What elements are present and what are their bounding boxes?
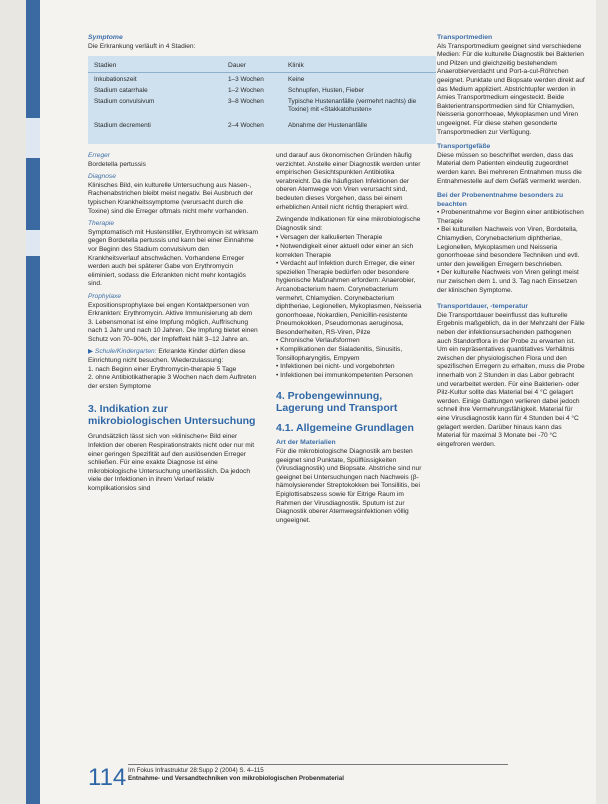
arrow-icon: ▶ (88, 348, 94, 356)
schule-item: 2. ohne Antibiotikatherapie 3 Wochen nach dem Auftreten der ersten Symptome (88, 374, 257, 390)
journal-citation: Im Fokus Infrastruktur 28:Supp 2 (2004) S. 4–115 (128, 767, 264, 774)
table-cell: Stadium catarrhale (94, 87, 148, 94)
table-cell: Abnahme der Hustenanfälle (288, 122, 368, 129)
document-page (26, 0, 596, 804)
transport-text: Als Transportmedium geeignet sind verschiedene Medien: Für die kulturelle Diagnostik bei Bakterien und Pilzen und gleichzeitig bestehendem Anaerobierverdacht und Port-a-cul-Röhrchen geeignet. Punktate und Biopsate werden direkt auf das Medium appliziert. Abstrichtupfer werden in Amies Transportmedium eingesteckt. Beide Bakterientransportmedien sind für Chlamydien, Neisseria gonorrhoeae, Mykoplasmen und Viren ungeeignet. Für diese stehen gesonderte Transportmedien zur Verfügung. (437, 42, 585, 136)
schule-text: Erkrankte Kinder dürfen diese Einrichtung nicht besuchen. Wiederzulassung: (88, 348, 246, 365)
erreger-text: Bordetella pertussis (88, 160, 146, 168)
table-header-klinik: Klinik (288, 62, 304, 69)
symptome-heading: Symptome (88, 34, 123, 41)
table-cell: Typische Hustenanfälle (vermehrt nachts) die Toxine) mit «Stakkatohusten» (288, 98, 417, 113)
table-cell: Stadium decrementi (94, 122, 151, 129)
table-cell: Schnupfen, Husten, Fieber (288, 87, 365, 94)
gefaesse-heading: Transportgefäße (437, 143, 491, 151)
list-item: • Versagen der kalkulierten Therapie (276, 234, 383, 242)
list-item: • Komplikationen der Sialadenitis, Sinusitis, Tonsillopharyngitis, Empyem (276, 346, 403, 362)
list-item: • Probenentnahme vor Beginn einer antibiotischen Therapie (437, 209, 584, 225)
table-cell: Stadium convulsivum (94, 98, 155, 105)
symptome-block (88, 34, 428, 51)
table-header-stadien: Stadien (94, 62, 117, 69)
art-heading: Art der Materialien (276, 439, 336, 447)
list-item: • Infektionen bei immunkompetenten Personen (276, 371, 413, 379)
table-cell: 3–8 Wochen (228, 98, 264, 105)
table-cell: Inkubationszeit (94, 76, 137, 83)
footer-citation (128, 767, 488, 783)
therapie-text: Symptomatisch mit Hustenstiller, Erythromycin ist wirksam gegen Bordetella pertussis und kann bei einer Einnahme vor Beginn des Stadium convulsivum den Krankheitsverlauf abschwächen. Vorhandene Erreger werden auch bei späterer Gabe von Erythromycin eliminiert, sodass die Erkrankten nicht mehr kontagiös sind. (88, 228, 259, 288)
sidebar-stripe (26, 0, 40, 804)
prophylaxe-heading: Prophylaxe (88, 292, 121, 300)
article-title: Entnahme- und Versandtechniken von mikrobiologischen Probenmaterial (128, 775, 344, 782)
sidebar-tab (26, 230, 40, 256)
sidebar-tab (26, 118, 40, 158)
middle-column (276, 152, 426, 529)
gefaesse-text: Diese müssen so beschriftet werden, dass das Material dem Patienten eindeutig zugeordnet werden kann. Bei mehreren Entnahmen muss die Entnahmestelle auf dem Gefäß vermerkt werden. (437, 151, 582, 185)
table-divider (88, 72, 436, 73)
besonders-heading: Bei der Probenentnahme besonders zu beachten (437, 192, 564, 208)
dauer-text: Die Transportdauer beeinflusst das kulturelle Ergebnis maßgeblich, da in der Mehrzahl der Fälle neben der infektionsursachenden pathogenen auch Standortflora in der Probe zu erwarten ist. Um ein repräsentatives quantitatives Verhältnis zwischen der physiologischen Flora und den spezifischen Erregern zu erhalten, muss die Probe innerhalb von 2 Stunden in das Labor gebracht und verarbeitet werden. Für eine Bakterien- oder Pilz-Kultur sollte das Material bei 4 °C gelagert werden. Einige Gattungen verlieren dabei jedoch schnell ihre Vermehrungsfähigkeit. Material für eine Virusdiagnostik kann für 4 Stunden bei 4 °C gelagert werden. Darüber hinaus kann das Material für maximal 3 Monate bei -70 °C eingefroren werden. (437, 311, 585, 448)
table-row (88, 98, 436, 118)
schule-block (88, 348, 258, 365)
schule-heading: Schule/Kindergarten: (94, 348, 157, 356)
prophylaxe-text: Expositionsprophylaxe bei engen Kontaktpersonen von Erkrankten: Erythromycin. Aktive Immunisierung ab dem 3. Lebensmonat ist eine Impfung möglich, Auffrischung nach 1 Jahr und nach 10 Jahren. Die Impfung bietet einen Schutz von 70–90%, der Impfeffekt hält 3–12 Jahre an. (88, 301, 258, 343)
art-text: Für die mikrobiologische Diagnostik am besten geeignet sind Punktate, Spülflüssigkeiten (Virusdiagnostik) und Biopsate. Abstriche sind nur geeignet bei Untersuchungen nach Nachweis (β-hämolysierender Streptokokken bei Tonsillitis, bei Epiglottisabszess sowie für Eitrige Raum im Rahmen der Virusdiagnostik. Sputum ist zur Diagnostik oberer Atemwegsinfektionen völlig ungeeignet. (276, 448, 422, 524)
list-item: • Bei kulturellen Nachweis von Viren, Bordetella, Chlamydien, Corynebacterium diphtheriae, Legionellen, Mykoplasmen und Neisseria gonorrhoeae sind besondere Techniken und evtl. unter den jeweiligen Erregern beschrieben. (437, 226, 580, 268)
table-header-dauer: Dauer (228, 62, 246, 69)
table-cell: 1–2 Wochen (228, 87, 264, 94)
mid-paragraph: Zwingende Indikationen für eine mikrobiologische Diagnostik sind: (276, 216, 421, 232)
stadien-table (88, 56, 436, 144)
table-cell: Keine (288, 76, 305, 83)
indication-list (276, 234, 426, 380)
diagnose-text: Klinisches Bild, ein kulturelle Untersuchung aus Nasen-, Rachenabstrichen bleibt meist negativ. Bei Ausbruch der typischen Krankheitssymptome (verursacht durch die Toxine) sind die Erreger oftmals nicht mehr vorhanden. (88, 181, 253, 215)
section-41-title: 4.1. Allgemeine Grundlagen (276, 422, 414, 435)
erreger-heading: Erreger (88, 152, 110, 159)
list-item: • Chronische Verlaufsformen (276, 337, 360, 345)
section-3-text: Grundsätzlich lässt sich von »klinischen« Bild einer Infektion der oberen Respirationstrakts nicht oder nur mit einer geringen Spezifität auf den auslösenden Erreger schließen. Für eine exakte Diagnose ist eine mikrobiologische Untersuchung unerlässlich. Da jedoch viele der Infektionen in ihrem Verlauf relativ komplikationslos sind (88, 433, 255, 492)
section-4-title: 4. Probengewinnung, Lagerung und Transport (276, 390, 398, 415)
list-item: • Verdacht auf Infektion durch Erreger, die einer speziellen Therapie bedürfen oder besondere hygienische Maßnahmen erfordern: Anaerobier, Arcanobacterium haem. Corynebacterium vermehrt, Chlamydien. Corynebacterium diphtheriae, Legionellen, Mykoplasmen, Neisseria gonorrhoeae, Nokardien, Penicillin-resistente Pneumokokken, Pseudomonas aeruginosa, Besonderheiten, RS-Viren, Pilze (276, 260, 422, 336)
therapie-heading: Therapie (88, 220, 115, 228)
symptome-intro: Die Erkrankung verläuft in 4 Stadien: (88, 42, 196, 50)
left-column (88, 152, 258, 498)
table-cell: 1–3 Wochen (228, 76, 264, 83)
list-item: • Notwendigkeit einer aktuell oder einer an sich korrekten Therapie (276, 242, 414, 259)
dauer-heading: Transportdauer, -temperatur (437, 303, 529, 311)
page-number: 114 (88, 764, 127, 791)
table-cell: 2–4 Wochen (228, 122, 264, 129)
right-column (437, 34, 585, 453)
diagnose-heading: Diagnose (88, 173, 116, 181)
table-row (88, 122, 436, 142)
mid-paragraph: und darauf aus ökonomischen Gründen häufig verzichtet. Anstelle einer Diagnostik werden unter empirischen Gesichtspunkten Antibiotika verabreicht. Da die häufigsten Infektionen der oberen Atemwege von Viren verursacht sind, bedeuten dieses Vorgehen, dass bei einem erheblichen Anteil nicht richtig therapiert wird. (276, 152, 421, 211)
schule-item: 1. nach Beginn einer Erythromycin-therapie 5 Tage (88, 365, 237, 373)
section-3-title: 3. Indikation zur mikrobiologischen Untersuchung (88, 403, 256, 428)
transport-heading: Transportmedien (437, 34, 493, 41)
list-item: • Infektionen bei nicht- und vorgebohrten (276, 363, 395, 371)
list-item: • Der kulturelle Nachweis von Viren gelingt meist nur zwischen dem 1. und 3. Tag nach Einsetzen der klinischen Symptome. (437, 269, 579, 294)
footer-rule (128, 764, 508, 765)
